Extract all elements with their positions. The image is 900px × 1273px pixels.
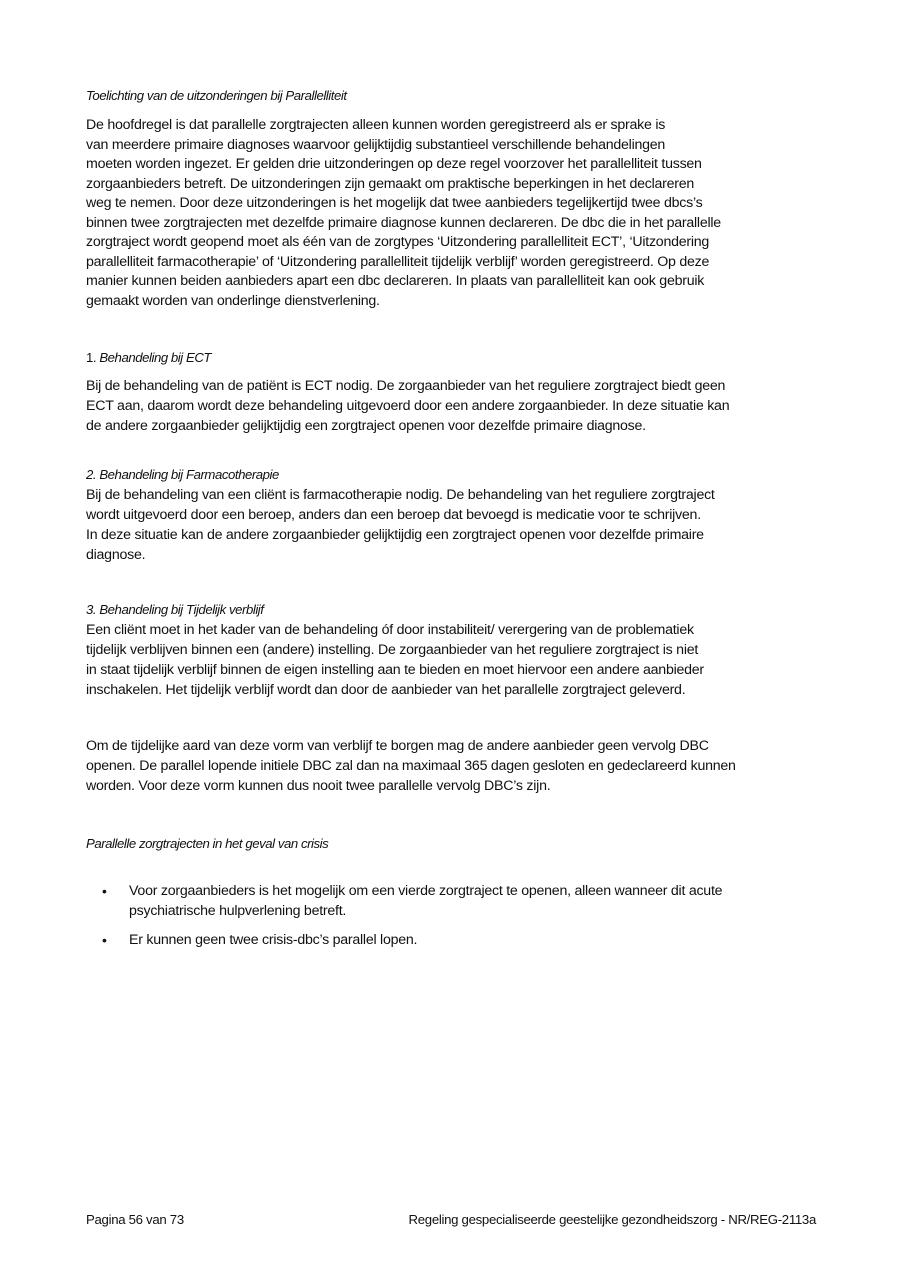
paragraph-line: parallelliteit farmacotherapie’ of ‘Uitzondering parallelliteit tijdelijk verblijf’ worden geregistreerd. Op deze (86, 253, 710, 270)
paragraph-line: moeten worden ingezet. Er gelden drie uitzonderingen op deze regel voorzover het parallelliteit tussen (86, 156, 702, 172)
paragraph-line: van meerdere primaire diagnoses waarvoor gelijktijdig substantieel verschillende behandelingen (86, 136, 666, 153)
paragraph-line: binnen twee zorgtrajecten met dezelfde primaire diagnose kunnen declareren. De dbc die in het parallelle (86, 214, 721, 231)
section-number: 3. (86, 602, 97, 617)
paragraph-line: Een cliënt moet in het kader van de behandeling óf door instabiliteit/ verergering van de problematiek (86, 622, 694, 638)
bullet-icon: • (102, 932, 107, 948)
section-2-heading (86, 467, 279, 482)
paragraph-line: inschakelen. Het tijdelijk verblijf wordt dan door de aanbieder van het parallelle zorgtraject geleverd. (86, 682, 686, 698)
paragraph-line: tijdelijk verblijven binnen een (andere) instelling. De zorgaanbieder van het reguliere zorgtraject is niet (86, 642, 699, 658)
paragraph-line: Om de tijdelijke aard van deze vorm van verblijf te borgen mag de andere aanbieder geen vervolg DBC (86, 738, 709, 754)
paragraph-line: ECT aan, daarom wordt deze behandeling uitgevoerd door een andere zorgaanbieder. In deze situatie kan (86, 398, 730, 414)
page-number: Pagina 56 van 73 (86, 1212, 184, 1227)
section-number: 2. (86, 467, 97, 482)
section-heading-text: Behandeling bij Farmacotherapie (99, 467, 279, 482)
paragraph-line: wordt uitgevoerd door een beroep, anders dan een beroep dat bevoegd is medicatie voor te schrijven. (86, 507, 701, 523)
document-title: Regeling gespecialiseerde geestelijke gezondheidszorg - NR/REG-2113a (408, 1212, 816, 1227)
section-heading-text: Behandeling bij ECT (99, 350, 212, 365)
paragraph-line: weg te nemen. Door deze uitzonderingen is het mogelijk dat twee aanbieders tegelijkertijd twee dbcs’s (86, 195, 703, 211)
paragraph-line: de andere zorgaanbieder gelijktijdig een zorgtraject openen voor dezelfde primaire diagnose. (86, 418, 646, 434)
paragraph-line: zorgaanbieders betreft. De uitzonderingen zijn gemaakt om praktische beperkingen in het declareren (86, 175, 695, 192)
paragraph-line: manier kunnen beiden aanbieders apart een dbc declareren. In plaats van parallelliteit kan ook gebruik (86, 273, 705, 289)
paragraph-line: Bij de behandeling van een cliënt is farmacotherapie nodig. De behandeling van het reguliere zorgtraject (86, 487, 715, 503)
section-heading-text: Behandeling bij Tijdelijk verblijf (99, 602, 264, 617)
paragraph-line: Bij de behandeling van de patiënt is ECT nodig. De zorgaanbieder van het reguliere zorgtraject biedt geen (86, 378, 726, 394)
bullet-line: Er kunnen geen twee crisis-dbc’s parallel lopen. (129, 932, 418, 948)
paragraph-line: openen. De parallel lopende initiele DBC zal dan na maximaal 365 dagen gesloten en gedeclareerd kunnen (86, 758, 736, 774)
paragraph-line: zorgtraject wordt geopend moet als één van de zorgtypes ‘Uitzondering parallelliteit ECT’, ‘Uitzondering (86, 234, 710, 250)
section-title: Toelichting van de uitzonderingen bij Parallelliteit (86, 88, 347, 103)
paragraph-line: worden. Voor deze vorm kunnen dus nooit twee parallelle vervolg DBC’s zijn. (86, 778, 551, 794)
paragraph-line: in staat tijdelijk verblijf binnen de eigen instelling aan te bieden en moet hiervoor een andere aanbieder (86, 662, 704, 678)
paragraph-line: diagnose. (86, 547, 146, 563)
section-3-heading (86, 602, 264, 617)
paragraph-line: In deze situatie kan de andere zorgaanbieder gelijktijdig een zorgtraject openen voor dezelfde primaire (86, 527, 704, 543)
paragraph-line: De hoofdregel is dat parallelle zorgtrajecten alleen kunnen worden geregistreerd als er sprake is (86, 117, 666, 133)
section-number: 1. (86, 350, 97, 365)
paragraph-line: gemaakt worden van onderlinge dienstverlening. (86, 292, 380, 309)
section-1-heading (86, 350, 211, 365)
bullet-line: Voor zorgaanbieders is het mogelijk om een vierde zorgtraject te openen, alleen wanneer dit acute (129, 883, 723, 899)
bullet-line: psychiatrische hulpverlening betreft. (129, 903, 347, 919)
crisis-heading: Parallelle zorgtrajecten in het geval van crisis (86, 836, 329, 851)
bullet-icon: • (102, 883, 107, 899)
